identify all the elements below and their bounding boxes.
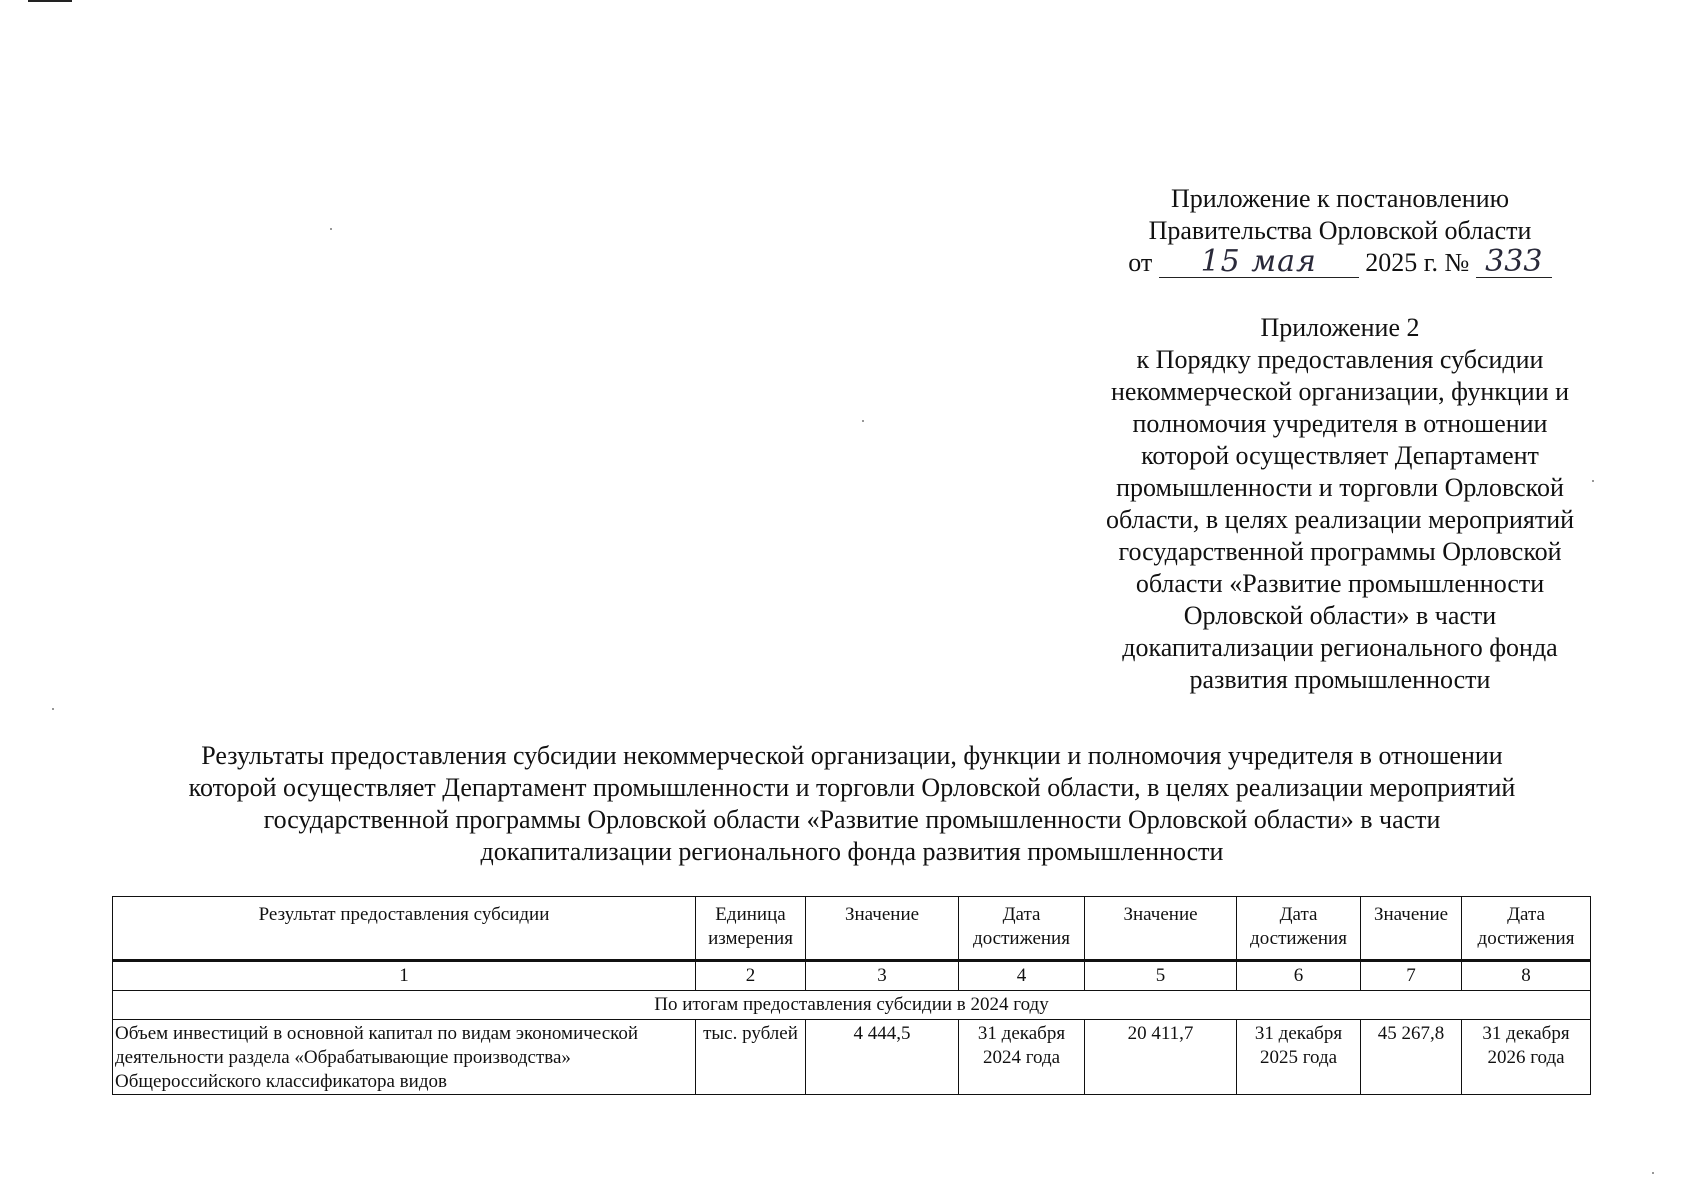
column-number-row (113, 961, 1591, 991)
cell-unit: тыс. рублей (696, 1020, 806, 1095)
appendix-2-line: Приложение 2 (1260, 313, 1420, 342)
header-date-3: Дата достижения (1462, 897, 1591, 961)
scan-speck (330, 228, 332, 230)
column-number: 8 (1462, 961, 1591, 991)
header-value-2: Значение (1085, 897, 1237, 961)
column-number: 3 (806, 961, 959, 991)
column-number: 6 (1237, 961, 1361, 991)
appendix-2-line: государственной программы Орловской (1118, 537, 1562, 566)
scan-speck (862, 420, 864, 422)
cell-value-3: 45 267,8 (1361, 1020, 1462, 1095)
document-title-line: государственной программы Орловской области «Развитие промышленности Орловской области» в части (263, 805, 1441, 834)
appendix-main-header (1040, 183, 1640, 279)
column-number: 7 (1361, 961, 1462, 991)
handwritten-date: 15 мая (1159, 247, 1359, 278)
cell-value-2: 20 411,7 (1085, 1020, 1237, 1095)
column-number: 2 (696, 961, 806, 991)
appendix-main-order-line (1128, 244, 1552, 279)
cell-value-1: 4 444,5 (806, 1020, 959, 1095)
cell-date-2: 31 декабря 2025 года (1237, 1020, 1361, 1095)
column-number: 4 (959, 961, 1085, 991)
document-title-line: которой осуществляет Департамент промышленности и торговли Орловской области, в целях реализации мероприятий (188, 773, 1516, 802)
appendix-2-line: области «Развитие промышленности (1135, 569, 1545, 598)
appendix-2-line: области, в целях реализации мероприятий (1105, 505, 1575, 534)
from-label: от (1128, 248, 1153, 277)
section-heading: По итогам предоставления субсидии в 2024 году (113, 991, 1591, 1020)
appendix-2-line: развития промышленности (1189, 665, 1491, 694)
column-number: 1 (113, 961, 696, 991)
appendix-2-line: некоммерческой организации, функции и (1110, 377, 1570, 406)
handwritten-number: 333 (1476, 247, 1552, 278)
appendix-2-line: которой осуществляет Департамент (1141, 441, 1539, 470)
header-date-1: Дата достижения (959, 897, 1085, 961)
column-number: 5 (1085, 961, 1237, 991)
table-header-row (113, 897, 1591, 961)
year-label: 2025 г. № (1365, 248, 1470, 277)
scan-corner-mark (28, 0, 72, 2)
header-value-1: Значение (806, 897, 959, 961)
section-heading-row (113, 991, 1591, 1020)
table-row (113, 1020, 1591, 1095)
appendix-2-line: докапитализации регионального фонда (1122, 633, 1558, 662)
appendix-2-line: промышленности и торговли Орловской (1116, 473, 1564, 502)
document-title-line: Результаты предоставления субсидии некоммерческой организации, функции и полномочия учредителя в отношении (201, 741, 1503, 770)
cell-date-1: 31 декабря 2024 года (959, 1020, 1085, 1095)
appendix-2-header (1040, 312, 1640, 696)
appendix-2-line: Орловской области» в части (1183, 601, 1497, 630)
header-value-3: Значение (1361, 897, 1462, 961)
cell-result: Объем инвестиций в основной капитал по видам экономической деятельности раздела «Обрабатывающие производства» Общероссийского классификатора видов (113, 1020, 696, 1095)
appendix-2-line: к Порядку предоставления субсидии (1136, 345, 1544, 374)
appendix-2-line: полномочия учредителя в отношении (1132, 409, 1548, 438)
header-date-2: Дата достижения (1237, 897, 1361, 961)
document-title (110, 740, 1594, 868)
results-table (112, 896, 1591, 1095)
cell-date-3: 31 декабря 2026 года (1462, 1020, 1591, 1095)
scan-speck (52, 708, 54, 710)
header-result: Результат предоставления субсидии (113, 897, 696, 961)
appendix-main-line1: Приложение к постановлению (1170, 184, 1510, 213)
appendix-main-line2: Правительства Орловской области (1148, 216, 1532, 245)
header-unit: Единица измерения (696, 897, 806, 961)
document-title-line: докапитализации регионального фонда развития промышленности (480, 837, 1224, 866)
scan-speck (1652, 1172, 1654, 1174)
